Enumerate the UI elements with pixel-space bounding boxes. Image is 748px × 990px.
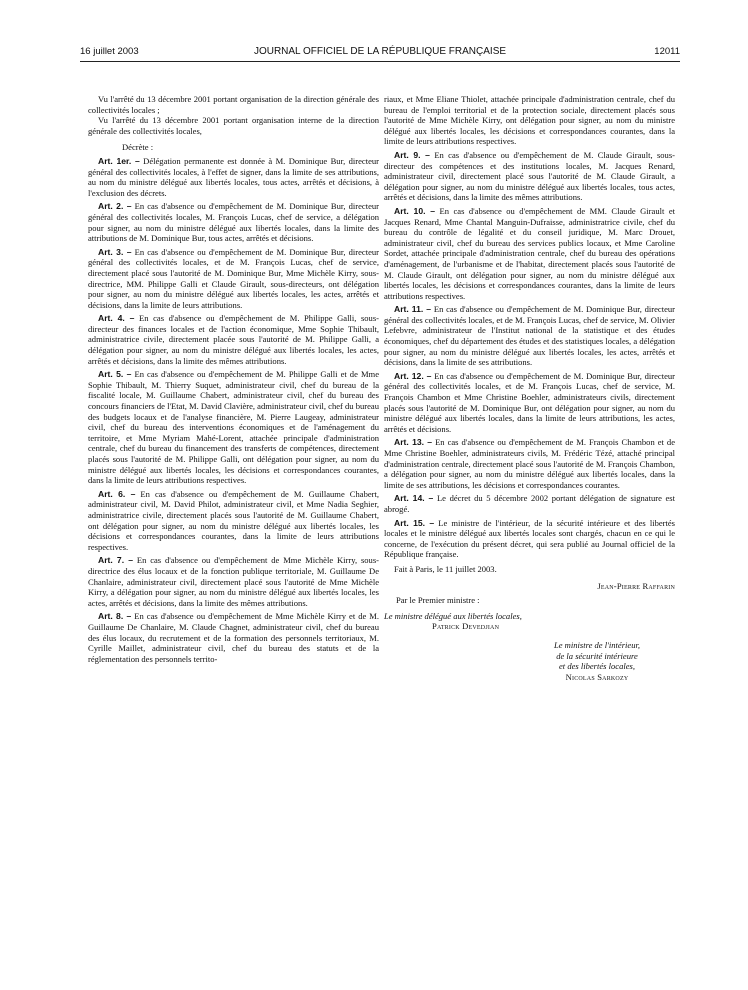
article-label: Art. 13. –	[394, 437, 433, 448]
right-column	[384, 94, 675, 682]
article-label: Art. 6. –	[98, 488, 136, 499]
article-paragraph	[384, 150, 675, 203]
signatory-name: Jean-Pierre Raffarin	[597, 580, 675, 591]
article-label: Art. 2. –	[98, 201, 132, 212]
header-page-number: 12011	[654, 46, 680, 57]
article-label: Art. 11. –	[394, 304, 432, 315]
left-articles	[88, 156, 379, 664]
article-text: En cas d'absence ou d'empêchement de M. Dominique Bur, directeur général des collectivités locales, et de M. François Lucas, chef de service, directement placé sous l'autorité de M. Dominique Bur, Mme Michèle Kirry, sous-directrice, MM. Philippe Galli et Claude Girault, sous-directeurs, ont délégation pour signer, au nom du ministre délégué aux libertés locales, les actes, arrêtés et décisions, dans la limite de leurs attributions.	[88, 246, 379, 310]
article-paragraph	[88, 555, 379, 608]
article-paragraph	[384, 304, 675, 368]
article-paragraph	[88, 611, 379, 664]
article-paragraph	[88, 247, 379, 311]
minister2-title-line: de la sécurité intérieure	[556, 650, 638, 661]
fait-a-paris: Fait à Paris, le 11 juillet 2003.	[394, 563, 497, 574]
article-text: En cas d'absence ou d'empêchement de MM. Claude Girault et Jacques Renard, Mme Chantal Manguin-Dufraisse, administratrice civile, chef du bureau du contrôle de légalité et du conseil juridique, M. Marc Drouet, administrateur civil, chef du bureau des services publics locaux, et Mme Caroline Sordet, attachée principale d'administration centrale, chef du bureau des opérations d'aménagement, de l'urbanisme et de l'habitat, directement placés sous l'autorité de M. Claude Girault, ont délégation pour signer, au nom du ministre délégué aux libertés locales, les décisions et correspondances courantes, dans la limite de leurs attributions respectives.	[384, 205, 675, 301]
preamble-line: Vu l'arrêté du 13 décembre 2001 portant organisation interne de la direction générale des collectivités locales,	[88, 115, 379, 136]
article-label: Art. 10. –	[394, 205, 436, 216]
article-paragraph	[384, 206, 675, 301]
article-text: En cas d'absence ou d'empêchement de M. Dominique Bur, directeur général des collectivités locales, et de M. François Lucas, chef de service, M. Olivier Lefebvre, administrateur de l'Institut national de la statistique et des études économiques, chef du département des études et des statistiques locales, a délégation pour signer, au nom du ministre délégué aux libertés locales, les actes, arrêtés et décisions, dans la limite de ses attributions.	[384, 304, 676, 368]
article-text: En cas d'absence ou d'empêchement de Mme Michèle Kirry et de M. Guillaume De Chanlaire, M. Claude Chagnet, administrateur civil, chef du bureau des élus locaux, du recrutement et de la formation des personnels territoriaux, M. Cyrille Maillet, administrateur civil, chef du bureau des statuts et de la réglementation des personnels territo-	[88, 611, 380, 664]
article-paragraph	[88, 489, 379, 553]
article-text: En cas d'absence ou d'empêchement de M. François Chambon et de Mme Christine Boehler, administrateurs civils, M. Frédéric Tézé, attaché principal d'administration centrale, directement placé sous l'autorité de M. François Chambon, a délégation pour signer, au nom du ministre délégué aux libertés locales, dans la limite de ses attributions, les décisions et correspondances courantes.	[384, 437, 675, 490]
right-articles	[384, 150, 675, 560]
header-date: 16 juillet 2003	[80, 46, 139, 57]
article-paragraph	[384, 493, 675, 514]
article-paragraph	[384, 437, 675, 490]
article-paragraph	[88, 369, 379, 486]
article-paragraph	[384, 518, 675, 560]
article-paragraph	[88, 156, 379, 198]
page-header	[80, 46, 680, 62]
article-label: Art. 5. –	[98, 369, 132, 380]
article-text: En cas d'absence ou d'empêchement de M. Claude Girault, sous-directeur des compétences et des institutions locales, M. Jacques Renard, administrateur civil, directement placé sous l'autorité de M. Claude Girault, a délégation pour signer, au nom du ministre délégué aux libertés locales, tous actes, arrêtés et décisions, dans la limite des mêmes attributions.	[384, 149, 675, 203]
minister1-title: Le ministre délégué aux libertés locales,	[384, 610, 522, 621]
article-paragraph	[384, 371, 675, 435]
article-label: Art. 12. –	[394, 370, 432, 381]
article-label: Art. 9. –	[394, 149, 430, 160]
article-text: En cas d'absence ou d'empêchement de Mme Michèle Kirry, sous-directrice des élus locaux et de la fonction publique territoriale, M. Guillaume De Chanlaire, administrateur civil, directement placé sous l'autorité de Mme Michèle Kirry, a délégation pour signer, au nom du ministre délégué aux libertés locales, les actes, arrêtés et décisions, dans la limite des mêmes attributions.	[88, 555, 379, 608]
article-label: Art. 15. –	[394, 517, 435, 528]
article-label: Art. 8. –	[98, 611, 132, 622]
header-rule	[80, 61, 680, 62]
article-text: En cas d'absence ou d'empêchement de M. Dominique Bur, directeur général des collectivités locales, et de M. François Lucas, chef de service, M. François Chambon et Mme Christine Boehler, administrateurs civils, directement placés sous l'autorité de M. Dominique Bur, ont délégation pour signer, au nom du ministre délégué aux libertés locales, dans la limite de leurs attributions, les actes, arrêtés et décisions.	[384, 370, 675, 434]
minister2-title-line: et des libertés locales,	[559, 661, 635, 672]
left-column	[88, 94, 379, 664]
article-label: Art. 14. –	[394, 493, 434, 504]
article-text: En cas d'absence ou d'empêchement de M. Guillaume Chabert, administrateur civil, M. David Philot, administrateur civil, et Mme Nadia Seghier, administratrice civile, directement placés sous l'autorité de M. Guillaume Chabert, ont délégation pour signer, au nom du ministre délégué aux libertés locales, les décisions et correspondances courantes, dans la limite de leurs attributions respectives.	[88, 488, 379, 552]
article-text: Le ministre de l'intérieur, de la sécurité intérieure et des libertés locales et le ministre délégué aux libertés locales sont chargés, chacun en ce qui le concerne, de l'exécution du présent décret, qui sera publié au Journal officiel de la République française.	[384, 517, 675, 560]
minister2-name: Nicolas Sarkozy	[565, 671, 629, 682]
header-journal-title: JOURNAL OFFICIEL DE LA RÉPUBLIQUE FRANÇAISE	[253, 46, 507, 57]
article-paragraph	[88, 313, 379, 366]
article-label: Art. 7. –	[98, 555, 133, 566]
article-label: Art. 3. –	[98, 246, 132, 257]
article-text: Délégation permanente est donnée à M. Dominique Bur, directeur général des collectivités locales, à l'effet de signer, dans la limite de ses attributions, au nom du ministre délégué aux libertés locales, tous actes, arrêtés et décisions, à l'exclusion des décrets.	[88, 155, 379, 198]
article-text: En cas d'absence ou d'empêchement de M. Philippe Galli, sous-directeur des finances locales et de l'action économique, Mme Sophie Thibault, administratrice civile, directement placée sous l'autorité de M. Philippe Galli, a délégation pour signer, au nom du ministre délégué aux libertés locales, les actes, arrêtés et décisions, dans la limite des mêmes attributions.	[88, 313, 379, 366]
minister1-name: Patrick Devedjian	[432, 621, 500, 632]
minister2-title-line: Le ministre de l'intérieur,	[553, 639, 641, 650]
article-text: En cas d'absence ou d'empêchement de M. Dominique Bur, directeur général des collectivités locales, M. François Lucas, chef de service, a délégation pour signer, au nom du ministre délégué aux libertés locales, dans la limite des attributions de M. Dominique Bur, tous actes, arrêtés et décisions.	[88, 201, 379, 244]
article-paragraph	[88, 201, 379, 243]
article-continuation: riaux, et Mme Eliane Thiolet, attachée principale d'administration centrale, chef du bureau de l'emploi territorial et de la protection sociale, directement placés sous l'autorité de Mme Michèle Kirry, ont délégation pour signer, au nom du ministre délégué aux libertés locales, les décisions et correspondances courantes, dans la limite de leurs attributions respectives.	[384, 94, 675, 147]
article-label: Art. 4. –	[98, 313, 135, 324]
article-label: Art. 1er. –	[98, 155, 140, 166]
signature-block	[384, 564, 675, 682]
par-le-premier-ministre: Par le Premier ministre :	[396, 595, 480, 606]
article-text: Le décret du 5 décembre 2002 portant délégation de signature est abrogé.	[384, 493, 675, 514]
minister2-block	[522, 640, 672, 682]
preamble-line: Vu l'arrêté du 13 décembre 2001 portant organisation de la direction générale des collectivités locales ;	[88, 94, 379, 115]
decrete-heading: Décrète :	[122, 142, 154, 153]
article-text: En cas d'absence ou d'empêchement de M. Philippe Galli et de Mme Sophie Thibault, M. Thierry Suquet, administrateur civil, chef du bureau de la fiscalité locale, M. Guillaume Chabert, administrateur civil, chef du bureau des concours financiers de l'Etat, M. David Clavière, administrateur civil, chef du bureau des budgets locaux et de l'analyse financière, M. Pierre Laugeay, administrateur civil, chef du bureau des interventions économiques et de l'aménagement du territoire, et Mme Myriam Mahé-Lorent, attachée principale d'administration centrale, chef du bureau du financement des transferts de compétences, directement placés sous l'autorité de M. Philippe Galli, ont délégation pour signer, au nom du ministre délégué aux libertés locales, les décisions et correspondances courantes, dans la limite de leurs attributions respectives.	[88, 369, 379, 486]
